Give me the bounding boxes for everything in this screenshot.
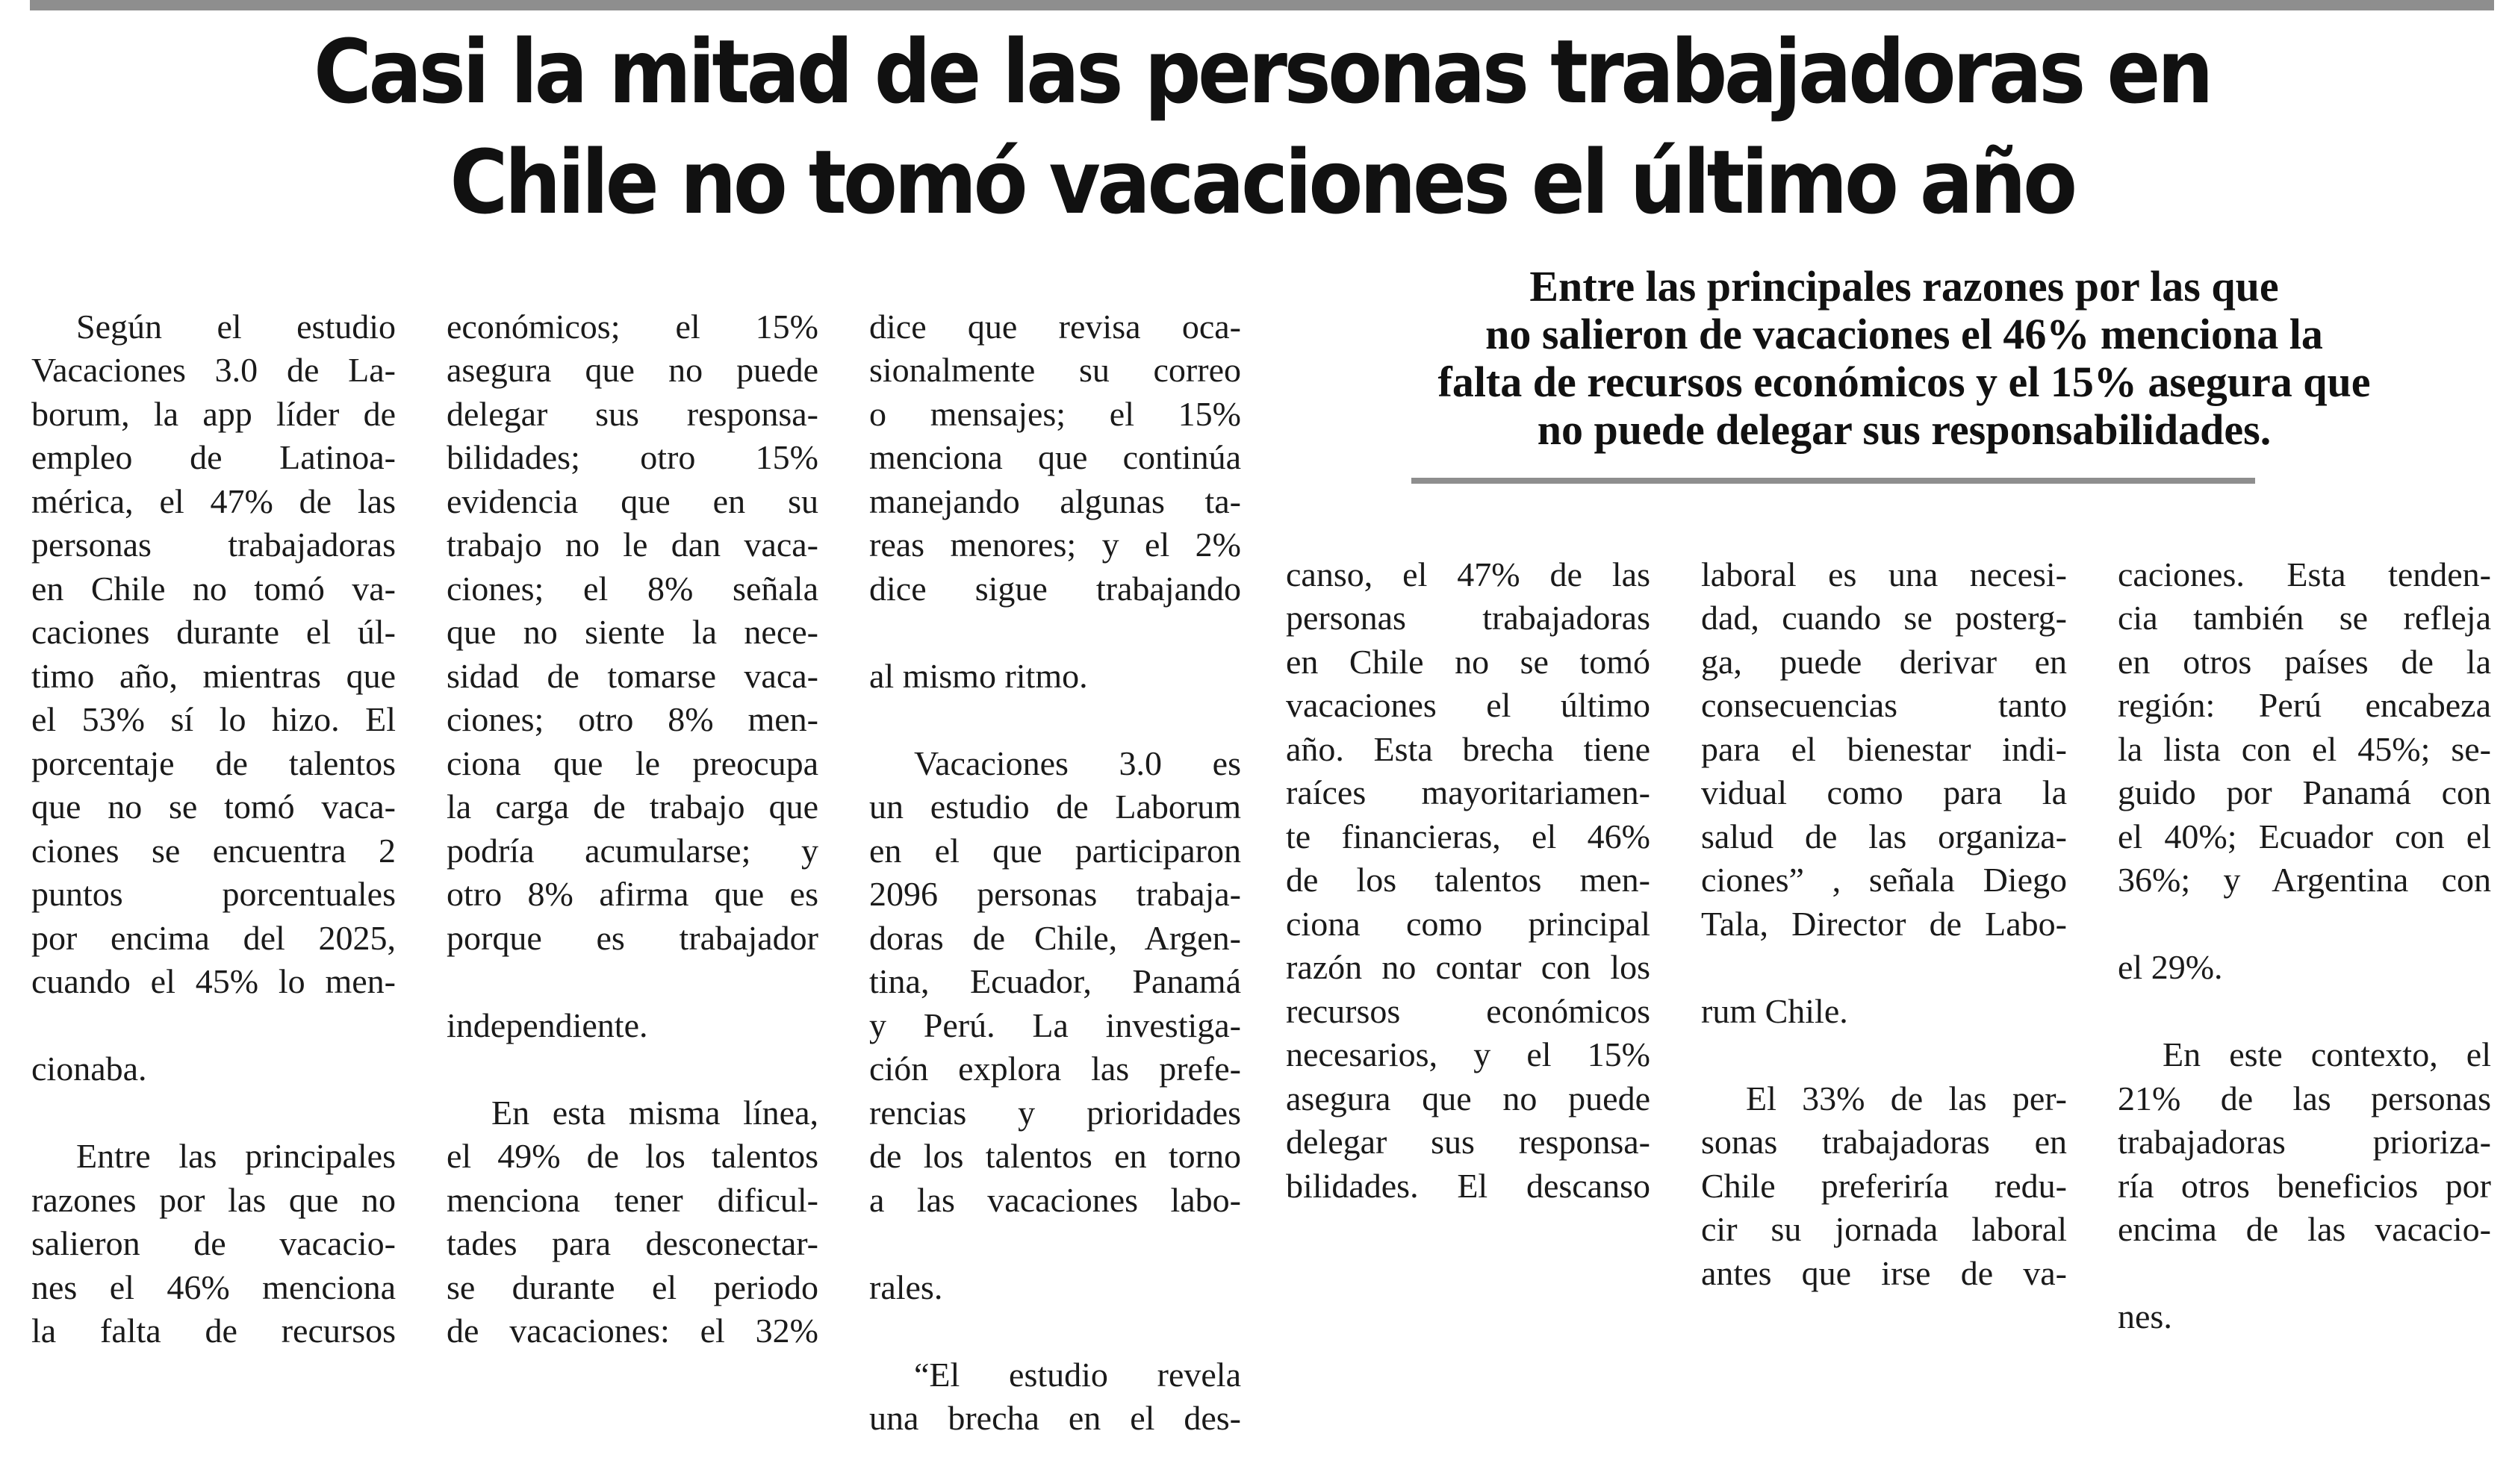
column-6-paragraph-1: caciones. Esta tenden- cia también se refleja en otros países de la región: Perú encabeza la lista con el 45%; se- guido por Panamá con el 40%; Ecuador con el 36%; y Argentina con (2118, 555, 2491, 899)
column-2-paragraph-1-end: independiente. (447, 1006, 648, 1044)
column-2-paragraph-1: económicos; el 15% asegura que no puede delegar sus responsa- bilidades; otro 15% evidencia que en su trabajo no le dan vaca- ciones; el 8% señala que no siente la nece- sidad de tomarse vaca- ciones; otro 8% men- ciona que le preocupa la carga de trabajo que podría acumularse; y otro 8% afirma que es porque es trabajador (447, 307, 818, 957)
column-6-paragraph-1-end: el 29%. (2118, 948, 2223, 986)
column-6-paragraph-2: En este contexto, el 21% de las personas trabajadoras prioriza- ría otros beneficios por encima de las vacacio- (2118, 1035, 2491, 1248)
column-3-paragraph-1: dice que revisa oca- sionalmente su correo o mensajes; el 15% menciona que continúa manejando algunas ta- reas menores; y el 2% dice sigue trabajando (869, 307, 1241, 608)
headline (30, 16, 2494, 237)
headline-line-1: Casi la mitad de las personas trabajadoras en (314, 20, 2210, 123)
pull-quote-rule (1411, 478, 2255, 484)
article-column-3 (869, 261, 1241, 1484)
article-column-1 (31, 261, 396, 1397)
article-column-2 (447, 261, 818, 1397)
column-5-paragraph-1: laboral es una necesi- dad, cuando se posterg- ga, puede derivar en consecuencias tanto para el bienestar indi- vidual como para la salud de las organiza- ciones” , señala Diego Tala, Director de Labo- (1701, 555, 2067, 943)
column-3-paragraph-1-end: al mismo ritmo. (869, 656, 1088, 695)
article-column-6 (2118, 509, 2491, 1382)
column-1-paragraph-2: Entre las principales razones por las que no salieron de vacacio- nes el 46% menciona la falta de recursos (31, 1137, 396, 1350)
column-3-paragraph-2-end: rales. (869, 1268, 943, 1306)
article-column-4 (1286, 509, 1650, 1252)
column-3-paragraph-2: Vacaciones 3.0 es un estudio de Laborum en el que participaron 2096 personas trabaja- doras de Chile, Argen- tina, Ecuador, Panamá y Perú. La investiga- ción explora las prefe- rencias y prioridades de los talentos en torno a las vacaciones labo- (869, 743, 1241, 1219)
column-1-paragraph-1: Según el estudio Vacaciones 3.0 de La- borum, la app líder de empleo de Latinoa- mérica, el 47% de las personas trabajadoras en Chile no tomó va- caciones durante el úl- timo año, mientras que el 53% sí lo hizo. El porcentaje de talentos que no se tomó vaca- ciones se encuentra 2 puntos porcentuales por encima del 2025, cuando el 45% lo men- (31, 307, 396, 1000)
column-3-paragraph-3: “El estudio revela una brecha en el des- (869, 1355, 1241, 1437)
column-4-paragraph-1: canso, el 47% de las personas trabajadoras en Chile no se tomó vacaciones el último año. Esta brecha tiene raíces mayoritariamen- te financieras, el 46% de los talentos men- ciona como principal razón no contar con los recursos económicos necesarios, y el 15% asegura que no puede delegar sus responsa- bilidades. El descanso (1286, 555, 1650, 1205)
column-5-paragraph-2: El 33% de las per- sonas trabajadoras en Chile preferiría redu- cir su jornada laboral antes que irse de va- (1701, 1079, 2067, 1292)
top-rule (30, 0, 2494, 10)
column-5-paragraph-1-end: rum Chile. (1701, 991, 1848, 1030)
column-1-paragraph-1-end: cionaba. (31, 1050, 147, 1088)
headline-line-2: Chile no tomó vacaciones el último año (450, 131, 2074, 234)
column-6-paragraph-2-end: nes. (2118, 1297, 2172, 1335)
pull-quote: Entre las principales razones por las que no salieron de vacaciones el 46% menciona la falta de recursos económicos y el 15% asegura que no puede delegar sus responsabilidades. (1437, 262, 2371, 454)
column-2-paragraph-2: En esta misma línea, el 49% de los talentos menciona tener dificul- tades para desconectar- se durante el periodo de vacaciones: el 32% (447, 1093, 818, 1350)
article-column-5 (1701, 509, 2067, 1339)
